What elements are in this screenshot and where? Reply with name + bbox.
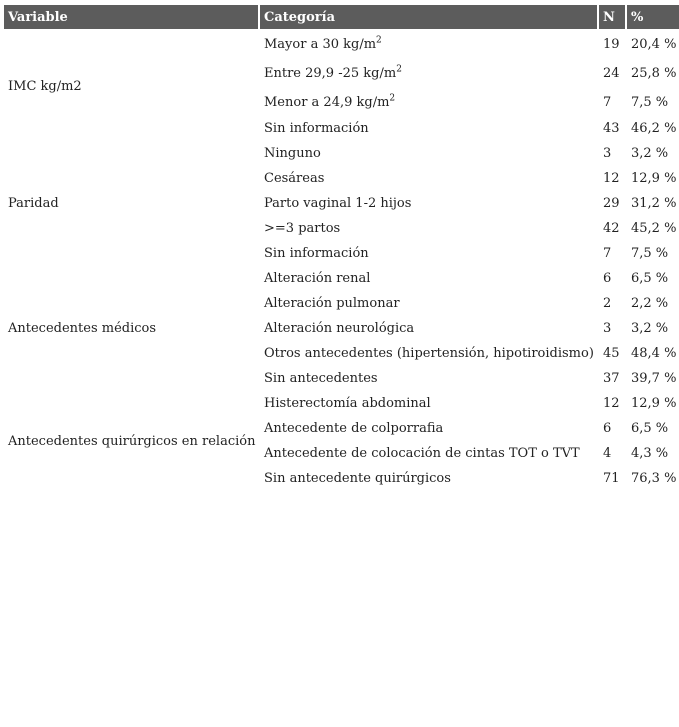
pct-cell: 46,2 % [631,121,677,136]
pct-cell: 4,3 % [631,446,669,461]
category-cell: Antecedente de colporrafia [260,416,599,441]
n-cell: 7 [599,241,627,266]
n-cell: 24 [599,58,627,87]
category-cell: Alteración neurológica [260,316,599,341]
pct-cell: 2,2 % [631,296,669,311]
variable-cell: Antecedentes médicos [4,266,260,391]
category-cell: Sin información [260,241,599,266]
category-cell: Sin información [260,116,599,141]
pct-cell: 76,3 % [631,471,677,486]
n-cell: 71 [599,466,627,491]
header-categoria: Categoría [260,5,599,29]
header-pct: % [627,5,679,29]
category-cell: >=3 partos [260,216,599,241]
superscript: 2 [396,64,402,75]
header-variable: Variable [4,5,260,29]
variable-cell: Antecedentes quirúrgicos en relación [4,391,260,491]
pct-cell: 7,5 % [631,246,669,261]
pct-cell: 3,2 % [631,321,669,336]
n-cell: 6 [599,416,627,441]
table-row [4,141,679,166]
category-cell: Alteración renal [260,266,599,291]
category-cell: Sin antecedentes [260,366,599,391]
pct-cell: 25,8 % [631,66,677,81]
n-cell: 42 [599,216,627,241]
category-cell: Entre 29,9 -25 $kg/m^2$ [260,58,599,87]
superscript: 2 [376,35,382,46]
table-row [4,391,679,416]
category-cell: Histerectomía abdominal [260,391,599,416]
category-cell: Ninguno [260,141,599,166]
n-cell: 37 [599,366,627,391]
category-cell: Otros antecedentes (hipertensión, hipotiroidismo) [260,341,599,366]
category-cell: Menor a 24,9 $kg/m^2$ [260,87,599,116]
category-cell: Sin antecedente quirúrgicos [260,466,599,491]
variable-cell: Paridad [4,141,260,266]
pct-cell: 6,5 % [631,421,669,436]
category-cell: Antecedente de colocación de cintas TOT o TVT [260,441,599,466]
data-table [4,5,679,491]
table-row [4,29,679,58]
pct-cell: 20,4 % [631,37,677,52]
n-cell: 12 [599,166,627,191]
header-n: N [599,5,627,29]
pct-cell: 48,4 % [631,346,677,361]
n-cell: 4 [599,441,627,466]
pct-cell: 31,2 % [631,196,677,211]
superscript: 2 [389,93,396,104]
n-cell: 19 [599,29,627,58]
n-cell: 45 [599,341,627,366]
category-cell: Cesáreas [260,166,599,191]
header-row [4,5,679,29]
category-cell: Parto vaginal 1-2 hijos [260,191,599,216]
pct-cell: 39,7 % [631,371,677,386]
table-body [4,29,679,491]
n-cell: 3 [599,141,627,166]
n-cell: 43 [599,116,627,141]
pct-cell: 6,5 % [631,271,669,286]
n-cell: 12 [599,391,627,416]
n-cell: 3 [599,316,627,341]
pct-cell: 45,2 % [631,221,677,236]
category-cell: Alteración pulmonar [260,291,599,316]
n-cell: 2 [599,291,627,316]
n-cell: 7 [599,87,627,116]
pct-cell: 12,9 % [631,396,677,411]
pct-cell: 7,5 % [631,95,669,110]
n-cell: 6 [599,266,627,291]
variable-cell: IMC kg/m2 [4,29,260,141]
pct-cell: 12,9 % [631,171,677,186]
n-cell: 29 [599,191,627,216]
pct-cell: 3,2 % [631,146,669,161]
category-cell: Mayor a 30 $kg/m^2$ [260,29,599,58]
table-row [4,266,679,291]
